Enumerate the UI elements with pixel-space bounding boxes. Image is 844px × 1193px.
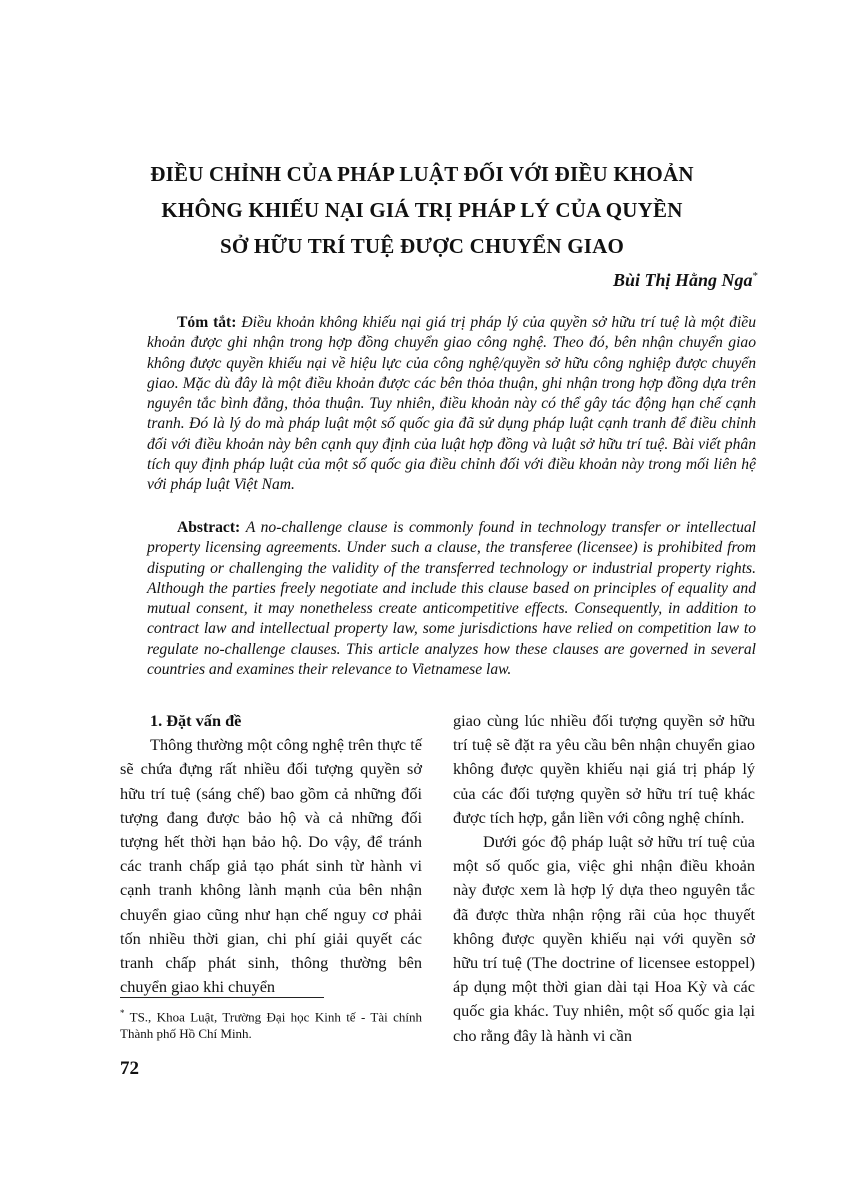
abstract-en-text: A no-challenge clause is commonly found in technology transfer or intellectual property licensing agreements. Under such a clause, the transferee (licensee) is prohibited from disputing or challenging the validity of the transferred technology or industrial property rights. Although the parties freely negotiate and include this clause based on principles of equality and mutual consent, it may nonetheless create anticompetitive effects. Consequently, in addition to contract law and intellectual property law, some jurisdictions have relied on competition law to regulate no-challenge clauses. This article analyzes how these clauses are governed in several countries and examines their relevance to Vietnamese law. xyxy=(147,519,756,679)
title-line-3: SỞ HỮU TRÍ TUỆ ĐƯỢC CHUYỂN GIAO xyxy=(219,234,625,258)
footnote-separator xyxy=(120,997,324,998)
abstract-vi-text: Điều khoản không khiếu nại giá trị pháp lý của quyền sở hữu trí tuệ là một điều khoản được ghi nhận trong hợp đồng chuyển giao công nghệ. Theo đó, bên nhận chuyển giao không được quyền khiếu nại về hiệu lực của công nghệ/quyền sở hữu công nghiệp được chuyển giao. Mặc dù đây là một điều khoản được các bên thỏa thuận, ghi nhận trong hợp đồng dựa trên nguyên tắc bình đẳng, thỏa thuận. Tuy nhiên, điều khoản này có thể gây tác động hạn chế cạnh tranh. Đó là lý do mà pháp luật một số quốc gia đã sử dụng pháp luật cạnh tranh để điều chỉnh đối với điều khoản này bên cạnh quy định của luật hợp đồng và luật sở hữu trí tuệ. Bài viết phân tích quy định pháp luật của một số quốc gia điều chỉnh đối với điều khoản này trong mối liên hệ với pháp luật Việt Nam. xyxy=(147,314,756,494)
abstract-vi-label: Tóm tắt: xyxy=(177,314,237,331)
author-name xyxy=(613,270,758,291)
footnote xyxy=(120,1005,422,1042)
footnote-marker: * xyxy=(120,1008,125,1018)
body-paragraph-right: Dưới góc độ pháp luật sở hữu trí tuệ của một số quốc gia, việc ghi nhận điều khoản này được xem là hợp lý dựa theo nguyên tắc đã được thừa nhận rộng rãi của học thuyết không được quyền khiếu nại với quyền sở hữu trí tuệ (The doctrine of licensee estoppel) áp dụng một thời gian dài tại Hoa Kỳ và các quốc gia khác. Tuy nhiên, một số quốc gia lại cho rằng đây là hành vi cần xyxy=(453,832,755,1045)
title-line-2: KHÔNG KHIẾU NẠI GIÁ TRỊ PHÁP LÝ CỦA QUYỀN xyxy=(161,198,683,222)
body-column-left xyxy=(120,709,422,999)
article-title xyxy=(100,156,744,264)
author-name-text: Bùi Thị Hằng Nga xyxy=(612,270,753,290)
body-paragraph-continued: giao cùng lúc nhiều đối tượng quyền sở hữu trí tuệ sẽ đặt ra yêu cầu bên nhận chuyển giao không được quyền khiếu nại giá trị pháp lý của các đối tượng quyền sở hữu trí tuệ khác được tích hợp, gắn liền với công nghệ chính. xyxy=(453,711,755,827)
author-footnote-marker: * xyxy=(752,270,758,282)
footnote-text: TS., Khoa Luật, Trường Đại học Kinh tế - Tài chính Thành phố Hồ Chí Minh. xyxy=(120,1009,422,1042)
abstract-en-label: Abstract: xyxy=(177,519,241,536)
abstract-vietnamese xyxy=(147,313,756,496)
body-column-right xyxy=(453,709,755,1048)
page-number: 72 xyxy=(120,1058,139,1079)
body-paragraph-left: Thông thường một công nghệ trên thực tế sẽ chứa đựng rất nhiều đối tượng quyền sở hữu trí tuệ (sáng chế) bao gồm cả những đối tượng đang được bảo hộ và cả những đối tượng hết thời hạn bảo hộ. Do vậy, để tránh các tranh chấp giả tạo phát sinh từ hành vi cạnh tranh không lành mạnh của bên nhận chuyển giao cũng như hạn chế nguy cơ phải tốn nhiều thời gian, chi phí giải quyết các tranh chấp phát sinh, thông thường bên chuyển giao khi chuyển xyxy=(120,735,422,997)
section-heading: 1. Đặt vấn đề xyxy=(150,711,242,730)
abstract-english xyxy=(147,518,756,680)
title-line-1: ĐIỀU CHỈNH CỦA PHÁP LUẬT ĐỐI VỚI ĐIỀU KHOẢN xyxy=(150,162,694,186)
